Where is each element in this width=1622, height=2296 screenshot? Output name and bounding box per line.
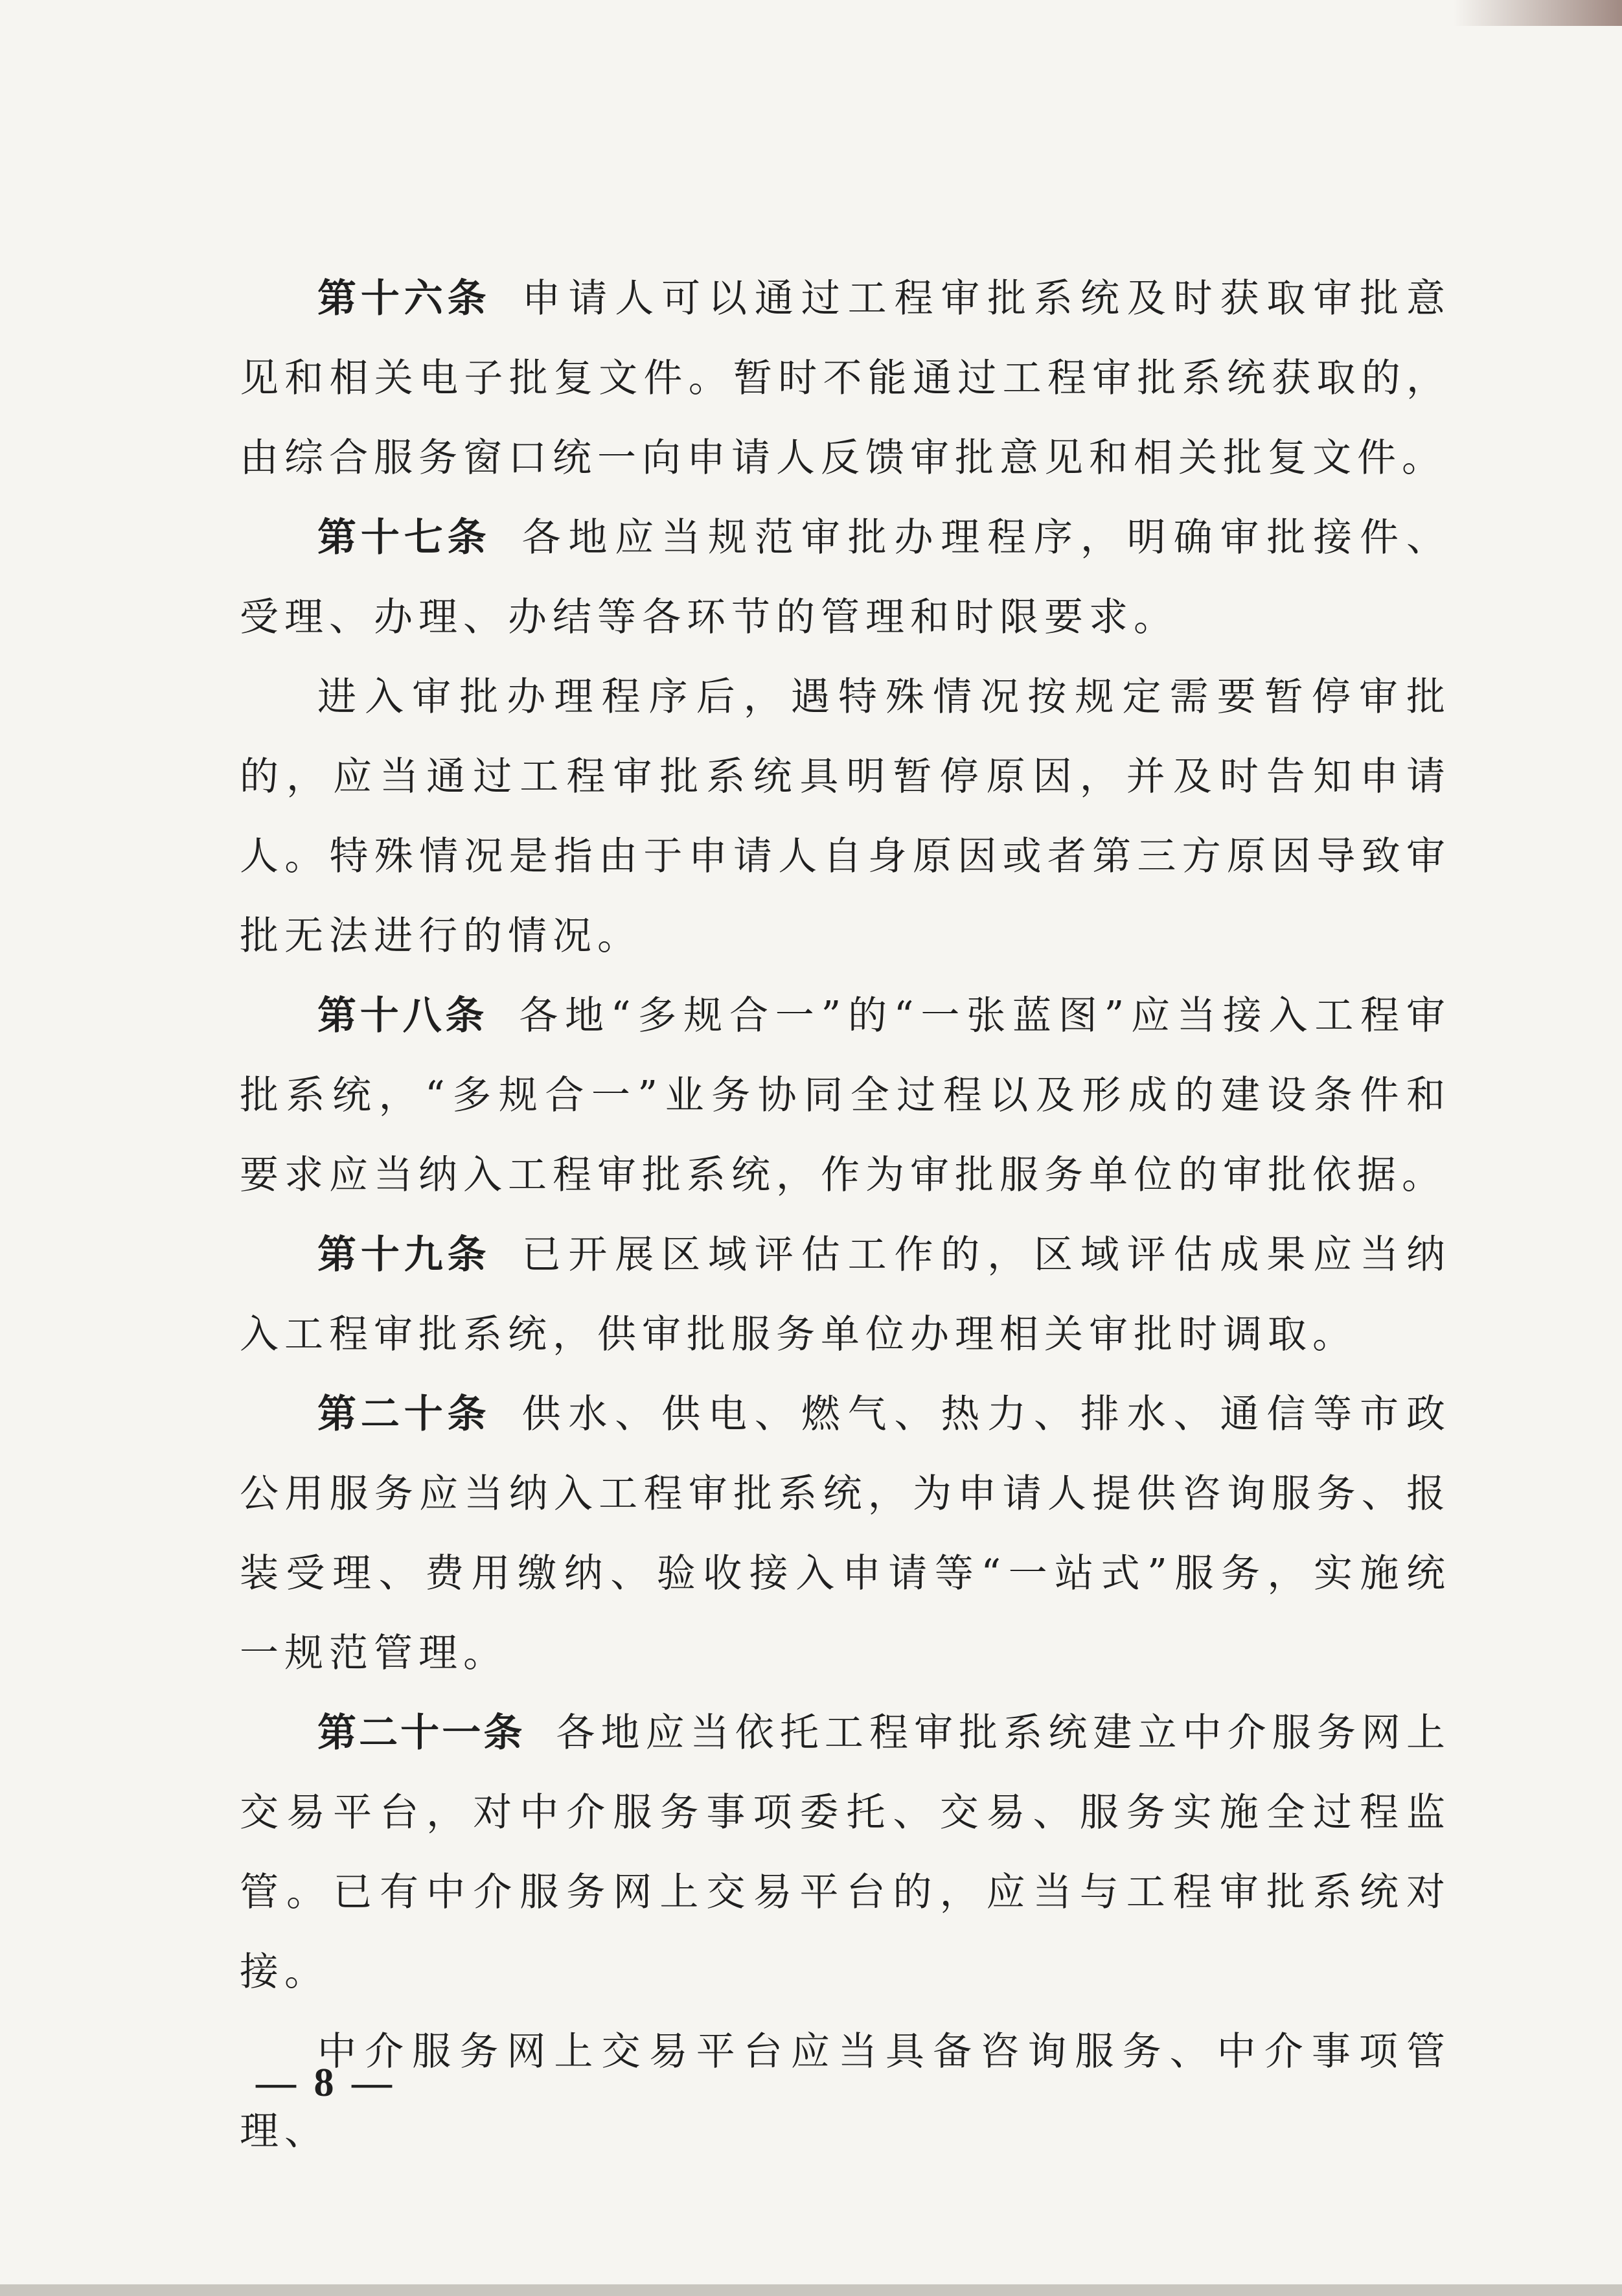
article-heading: 第二十条 [317, 1392, 491, 1437]
paragraph-text: 已开展区域评估工作的，区域评估成果应当纳入工程审批系统，供审批服务单位办理相关审批时调取。 [240, 1232, 1452, 1357]
scan-bottom-edge [0, 2284, 1622, 2296]
paragraph-text: 申请人可以通过工程审批系统及时获取审批意见和相关电子批复文件。暂时不能通过工程审批系统获取的，由综合服务窗口统一向申请人反馈审批意见和相关批复文件。 [240, 276, 1452, 481]
article-heading: 第二十一条 [317, 1710, 525, 1756]
paragraph-text: 各地“多规合一”的“一张蓝图”应当接入工程审批系统，“多规合一”业务协同全过程以及形成的建设条件和要求应当纳入工程审批系统，作为审批服务单位的审批依据。 [240, 993, 1451, 1198]
paragraph-article-19 [240, 1215, 1451, 1375]
paragraph-article-17 [240, 498, 1451, 658]
paragraph-article-21 [240, 1693, 1451, 2012]
paragraph-text: 进入审批办理程序后，遇特殊情况按规定需要暂停审批的，应当通过工程审批系统具明暂停原因，并及时告知申请人。特殊情况是指由于申请人自身原因或者第三方原因导致审批无法进行的情况。 [240, 674, 1451, 959]
paragraph-article-18 [240, 976, 1451, 1215]
article-heading: 第十八条 [317, 993, 488, 1039]
scan-corner-shadow [1454, 0, 1622, 26]
paragraph-article-16 [240, 259, 1451, 498]
paragraph-text: 各地应当依托工程审批系统建立中介服务网上交易平台，对中介服务事项委托、交易、服务实施全过程监管。已有中介服务网上交易平台的，应当与工程审批系统对接。 [240, 1710, 1452, 1995]
article-heading: 第十九条 [317, 1232, 491, 1278]
article-heading: 第十七条 [317, 515, 491, 560]
page-number: — 8 — [256, 2061, 396, 2105]
paragraph-article-17-cont [240, 658, 1451, 976]
paragraph-text: 供水、供电、燃气、热力、排水、通信等市政公用服务应当纳入工程审批系统，为申请人提供咨询服务、报装受理、费用缴纳、验收接入申请等“一站式”服务，实施统一规范管理。 [240, 1392, 1452, 1676]
paragraph-text: 中介服务网上交易平台应当具备咨询服务、中介事项管理、 [240, 2029, 1451, 2154]
document-body [240, 259, 1451, 2172]
paragraph-article-20 [240, 1375, 1451, 1693]
article-heading: 第十六条 [317, 276, 491, 321]
paragraph-article-21-cont [240, 2012, 1451, 2172]
paragraph-text: 各地应当规范审批办理程序，明确审批接件、受理、办理、办结等各环节的管理和时限要求。 [240, 515, 1452, 640]
